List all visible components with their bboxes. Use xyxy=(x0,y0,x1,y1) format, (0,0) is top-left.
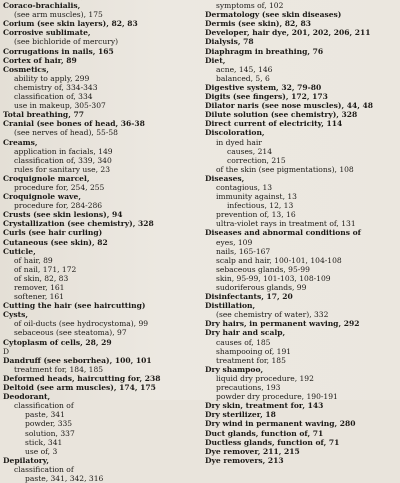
index-entry xyxy=(3,383,199,392)
index-entry-text: Croquignole marcel, xyxy=(3,173,90,183)
index-entry xyxy=(205,419,398,428)
index-entry xyxy=(205,47,398,56)
index-entry xyxy=(3,47,199,56)
index-subentry xyxy=(3,256,199,265)
index-entry xyxy=(205,328,398,337)
index-entry-text: Cytoplasm of cells, 28, 29 xyxy=(3,337,112,347)
index-entry-text: Dry wind in permanent waving, 280 xyxy=(205,419,356,429)
index-entry xyxy=(3,110,199,119)
index-subentry xyxy=(3,37,199,46)
index-entry xyxy=(3,238,199,247)
index-entry-text: Total breathing, 77 xyxy=(3,110,84,120)
index-entry-text: Cranial (see bones of head, 36-38 xyxy=(3,119,145,129)
index-subentry xyxy=(3,283,199,292)
index-subentry xyxy=(205,274,398,283)
index-entry-text: classification of, 334 xyxy=(14,92,93,102)
index-subentry xyxy=(3,401,199,410)
index-entry-text: solution, 337 xyxy=(25,428,75,438)
index-entry-text: Corrugations in nails, 165 xyxy=(3,46,114,56)
index-entry-text: of skin, 82, 83 xyxy=(14,273,69,283)
index-entry-text: (see chemistry of water), 332 xyxy=(216,310,329,320)
index-subentry xyxy=(205,265,398,274)
index-entry xyxy=(3,28,199,37)
index-entry xyxy=(205,301,398,310)
index-entry-text: Dye remover, 211, 215 xyxy=(205,446,300,456)
index-subentry xyxy=(3,101,199,110)
index-entry xyxy=(3,219,199,228)
index-section-letter xyxy=(3,347,199,356)
index-subentry xyxy=(3,128,199,137)
index-subentry xyxy=(3,410,199,419)
index-entry-text: in dyed hair xyxy=(216,137,262,147)
index-entry-text: Cortex of hair, 89 xyxy=(3,55,77,65)
index-entry-text: use of, 3 xyxy=(25,446,58,456)
index-entry-text: Dry hairs, in permanent waving, 292 xyxy=(205,319,360,329)
index-entry-text: Dye removers, 213 xyxy=(205,455,284,465)
index-entry-text: Dry skin, treatment for, 143 xyxy=(205,401,324,411)
index-entry-text: Coraco-brachialis, xyxy=(3,1,81,11)
index-entry-text: Ductless glands, function of, 71 xyxy=(205,437,340,447)
index-entry-text: Dry shampoo, xyxy=(205,364,264,374)
index-subentry xyxy=(3,465,199,474)
index-subentry xyxy=(3,438,199,447)
index-entry-text: shampooing of, 191 xyxy=(216,346,292,356)
index-entry-text: Distillation, xyxy=(205,301,256,311)
index-entry xyxy=(205,228,398,237)
index-entry xyxy=(3,210,199,219)
index-entry-text: Diaphragm in breathing, 76 xyxy=(205,46,324,56)
index-subentry xyxy=(205,283,398,292)
index-subentry xyxy=(3,165,199,174)
index-subentry xyxy=(205,138,398,147)
index-subentry xyxy=(205,210,398,219)
index-subentry xyxy=(205,256,398,265)
index-entry-text: (see bichloride of mercury) xyxy=(14,37,119,47)
index-subentry xyxy=(3,83,199,92)
index-subentry xyxy=(3,328,199,337)
index-entry-text: sebaceous glands, 95-99 xyxy=(216,264,310,274)
index-entry xyxy=(205,365,398,374)
index-subentry xyxy=(3,292,199,301)
index-entry xyxy=(205,28,398,37)
index-entry-text: powder, 335 xyxy=(25,419,73,429)
index-entry-text: Cuticle, xyxy=(3,246,36,256)
index-entry-text: (see arm muscles), 175 xyxy=(14,10,103,20)
index-subentry xyxy=(205,183,398,192)
index-entry-text: Dry hair and scalp, xyxy=(205,328,286,338)
index-entry-text: symptoms of, 102 xyxy=(216,1,284,11)
index-subentry xyxy=(205,247,398,256)
index-entry-text: ability to apply, 299 xyxy=(14,73,90,83)
index-entry-text: eyes, 109 xyxy=(216,237,253,247)
index-entry-text: Disinfectants, 17, 20 xyxy=(205,292,293,302)
index-entry xyxy=(205,56,398,65)
index-entry-text: of hair, 89 xyxy=(14,255,53,265)
index-entry-text: classification of xyxy=(14,464,74,474)
index-entry-text: application in facials, 149 xyxy=(14,146,113,156)
index-entry xyxy=(205,447,398,456)
index-entry-text: sudoriferous glands, 99 xyxy=(216,283,307,292)
index-entry xyxy=(205,438,398,447)
index-entry-text: precautions, 193 xyxy=(216,383,281,393)
index-entry xyxy=(3,338,199,347)
index-subentry xyxy=(205,356,398,365)
index-entry xyxy=(205,410,398,419)
index-entry xyxy=(205,101,398,110)
index-subentry xyxy=(3,156,199,165)
index-entry xyxy=(3,174,199,183)
index-entry-text: Creams, xyxy=(3,137,38,147)
index-entry xyxy=(3,192,199,201)
index-entry-text: of oil-ducts (see hydrocystoma), 99 xyxy=(14,319,149,329)
index-entry-text: acne, 145, 146 xyxy=(216,64,273,74)
index-entry-text: treatment for, 185 xyxy=(216,355,286,365)
index-entry-text: remover, 161 xyxy=(14,283,65,292)
index-subentry xyxy=(3,274,199,283)
index-entry xyxy=(205,429,398,438)
index-subentry xyxy=(205,74,398,83)
index-entry xyxy=(3,1,199,10)
index-entry xyxy=(205,10,398,19)
index-entry-text: rules for sanitary use, 23 xyxy=(14,164,111,174)
index-entry-text: Deformed heads, haircutting for, 238 xyxy=(3,373,161,383)
index-entry-text: powder dry procedure, 190-191 xyxy=(216,392,338,402)
index-entry xyxy=(3,119,199,128)
index-subentry xyxy=(205,219,398,228)
index-entry-text: paste, 341 xyxy=(25,410,65,420)
index-entry-text: Duct glands, function of, 71 xyxy=(205,428,324,438)
index-subentry xyxy=(3,147,199,156)
index-entry xyxy=(205,319,398,328)
index-entry-text: Dilute solution (see chemistry), 328 xyxy=(205,110,358,120)
index-entry xyxy=(3,19,199,28)
index-entry-text: Dermis (see skin), 82, 83 xyxy=(205,19,312,29)
index-entry-text: of the skin (see pigmentations), 108 xyxy=(216,164,354,174)
index-entry-text: liquid dry procedure, 192 xyxy=(216,373,314,383)
index-entry-text: correction, 215 xyxy=(227,155,286,165)
index-entry xyxy=(205,292,398,301)
index-subentry xyxy=(205,1,398,10)
index-subentry xyxy=(205,201,398,210)
index-subentry xyxy=(205,238,398,247)
index-subentry xyxy=(205,165,398,174)
index-subentry xyxy=(3,447,199,456)
index-entry xyxy=(205,83,398,92)
index-subentry xyxy=(3,10,199,19)
index-entry-text: causes of, 185 xyxy=(216,337,271,347)
index-entry xyxy=(3,456,199,465)
index-subentry xyxy=(3,92,199,101)
index-entry-text: infectious, 12, 13 xyxy=(227,201,294,211)
index-entry-text: treatment for, 184, 185 xyxy=(14,364,104,374)
index-entry xyxy=(205,19,398,28)
index-entry-text: Developer, hair dye, 201, 202, 206, 211 xyxy=(205,28,371,38)
index-entry-text: procedure for, 254, 255 xyxy=(14,182,105,192)
index-subentry xyxy=(205,147,398,156)
index-entry xyxy=(205,110,398,119)
index-entry-text: classification of, 339, 340 xyxy=(14,155,112,165)
index-subentry xyxy=(205,374,398,383)
index-entry xyxy=(3,56,199,65)
index-subentry xyxy=(205,347,398,356)
index-column-left xyxy=(3,0,199,483)
index-entry-text: Corium (see skin layers), 82, 83 xyxy=(3,19,138,29)
index-entry-text: Dandruff (see seborrhea), 100, 101 xyxy=(3,355,152,365)
index-entry-text: nails, 165-167 xyxy=(216,246,271,256)
index-entry xyxy=(205,37,398,46)
index-entry-text: Diseases, xyxy=(205,173,245,183)
index-entry-text: scalp and hair, 100-101, 104-108 xyxy=(216,255,342,265)
index-entry xyxy=(205,128,398,137)
index-entry-text: ultra-violet rays in treatment of, 131 xyxy=(216,219,356,229)
index-entry xyxy=(3,138,199,147)
index-entry xyxy=(3,356,199,365)
index-entry-text: Cutaneous (see skin), 82 xyxy=(3,237,108,247)
index-entry-text: Croquignole wave, xyxy=(3,192,81,202)
index-entry-text: D xyxy=(3,346,10,356)
index-subentry xyxy=(3,265,199,274)
index-entry-text: prevention of, 13, 16 xyxy=(216,210,296,220)
index-entry-text: Digestive system, 32, 79-80 xyxy=(205,82,322,92)
index-subentry xyxy=(3,319,199,328)
index-entry xyxy=(205,174,398,183)
index-subentry xyxy=(3,201,199,210)
index-entry-text: Deodorant, xyxy=(3,392,51,402)
index-entry-text: Dialysis, 78 xyxy=(205,37,254,47)
index-entry-text: classification of xyxy=(14,401,74,411)
index-subentry xyxy=(205,156,398,165)
index-entry-text: Crystallization (see chemistry), 328 xyxy=(3,219,154,229)
index-entry-text: use in makeup, 305-307 xyxy=(14,101,106,111)
index-entry-text: Direct current of electricity, 114 xyxy=(205,119,343,129)
index-entry-text: Discoloration, xyxy=(205,128,265,138)
index-entry xyxy=(205,92,398,101)
index-entry-text: Cutting the hair (see haircutting) xyxy=(3,301,146,311)
index-entry xyxy=(205,401,398,410)
index-entry xyxy=(205,119,398,128)
index-entry xyxy=(3,310,199,319)
index-subentry xyxy=(205,65,398,74)
index-entry-text: Cysts, xyxy=(3,310,29,320)
index-entry-text: of nail, 171, 172 xyxy=(14,264,77,274)
index-entry-text: Diseases and abnormal conditions of xyxy=(205,228,361,238)
index-entry-text: Corrosive sublimate, xyxy=(3,28,91,38)
index-entry-text: Dilator naris (see nose muscles), 44, 48 xyxy=(205,101,373,111)
index-entry-text: softener, 161 xyxy=(14,292,65,302)
index-subentry xyxy=(3,419,199,428)
index-subentry xyxy=(3,74,199,83)
index-subentry xyxy=(3,365,199,374)
index-subentry xyxy=(3,429,199,438)
index-entry-text: Depilatory, xyxy=(3,455,50,465)
index-entry-text: Dry sterilizer, 18 xyxy=(205,410,276,420)
index-entry xyxy=(3,392,199,401)
index-entry-text: Deltoid (see arm muscles), 174, 175 xyxy=(3,383,156,393)
index-entry xyxy=(3,228,199,237)
index-entry-text: Crusts (see skin lesions), 94 xyxy=(3,210,123,220)
index-entry-text: stick, 341 xyxy=(25,437,63,447)
index-entry xyxy=(3,374,199,383)
index-entry-text: procedure for, 284-286 xyxy=(14,201,103,211)
index-subentry xyxy=(205,192,398,201)
index-subentry xyxy=(205,392,398,401)
index-entry xyxy=(3,65,199,74)
index-entry-text: sebaceous (see steatoma), 97 xyxy=(14,328,127,338)
index-subentry xyxy=(205,338,398,347)
index-entry-text: Dermatology (see skin diseases) xyxy=(205,10,342,20)
index-subentry xyxy=(3,474,199,483)
index-entry-text: (see nerves of head), 55-58 xyxy=(14,128,118,138)
index-subentry xyxy=(205,310,398,319)
index-entry-text: skin, 95-99, 101-103, 108-109 xyxy=(216,273,331,283)
index-entry-text: immunity against, 13 xyxy=(216,192,297,202)
index-column-right xyxy=(205,0,398,465)
index-entry-text: contagious, 13 xyxy=(216,182,273,192)
index-entry xyxy=(205,456,398,465)
index-entry xyxy=(3,247,199,256)
index-entry-text: Digits (see fingers), 172, 173 xyxy=(205,92,328,102)
index-entry xyxy=(3,301,199,310)
index-entry-text: Curls (see hair curling) xyxy=(3,228,103,238)
index-entry-text: Cosmetics, xyxy=(3,64,49,74)
index-entry-text: balanced, 5, 6 xyxy=(216,73,270,83)
index-entry-text: causes, 214 xyxy=(227,146,273,156)
index-subentry xyxy=(205,383,398,392)
index-entry-text: Diet, xyxy=(205,55,226,65)
index-entry-text: paste, 341, 342, 316 xyxy=(25,473,104,483)
index-subentry xyxy=(3,183,199,192)
index-entry-text: chemistry of, 334-343 xyxy=(14,82,98,92)
